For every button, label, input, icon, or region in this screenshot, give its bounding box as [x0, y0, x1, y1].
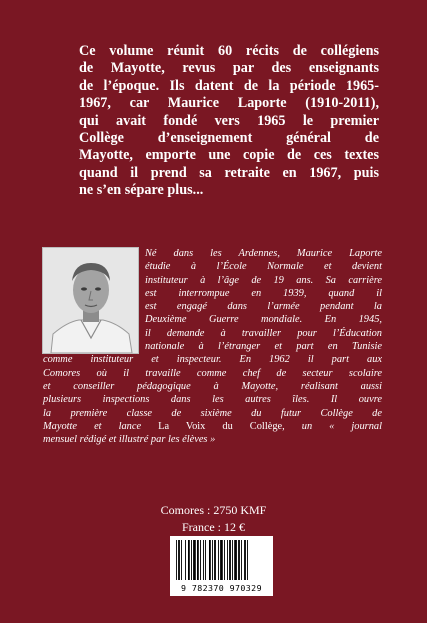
barcode-icon — [170, 536, 273, 584]
bio-line: est interrompue en 1939, quand il — [145, 287, 382, 299]
summary-line: Ce volume réunit 60 récits de collégiens — [79, 43, 379, 59]
bio-line: et conseiller pédagogique à Mayotte, réalisant aussi — [43, 380, 382, 392]
summary-line: ne s’en sépare plus... — [79, 182, 204, 199]
bio-line-end: , un « journal — [282, 420, 383, 432]
price-france: France : 12 € — [182, 520, 245, 534]
bio-line: nationale à l’étranger et part en Tunisie — [145, 341, 382, 353]
bio-line — [43, 420, 382, 433]
bio-line: est engagé dans l’armée pendant la — [145, 301, 382, 313]
author-biography — [43, 247, 383, 446]
bio-line: Deuxième Guerre mondiale. En 1945, — [145, 314, 382, 326]
isbn-barcode — [170, 536, 273, 596]
book-summary — [79, 43, 379, 200]
price-comores: Comores : 2750 KMF — [160, 503, 267, 517]
summary-line: 1967, car Maurice Laporte (1910-2011), — [79, 95, 379, 112]
bio-line-start: Mayotte et lance — [43, 420, 159, 432]
journal-title: La Voix du Collège — [158, 420, 283, 432]
bio-line: Né dans les Ardennes, Maurice Laporte — [145, 248, 382, 259]
bio-line: la première classe de sixième du futur Collège de — [43, 407, 382, 419]
summary-line: de Mayotte, revus par des enseignants — [79, 60, 379, 77]
summary-line: qui avait fondé vers 1965 le premier — [79, 112, 379, 129]
summary-line: Mayotte, emporte une copie de ces textes — [79, 147, 379, 164]
summary-line: quand il prend sa retraite en 1967, puis — [79, 164, 379, 181]
bio-line: plusieurs inspections dans les autres îles. Il ouvre — [43, 394, 382, 406]
summary-line: de l’époque. Ils datent de la période 1965- — [79, 77, 379, 94]
bio-line: Comores où il travaille comme chef de secteur scolaire — [43, 367, 382, 379]
bio-line: il demande à travailler pour l’Éducation — [145, 327, 382, 339]
price-block — [0, 502, 427, 536]
bio-line: étudie à l’École Normale et devient — [145, 261, 382, 273]
bio-line: comme instituteur et inspecteur. En 1962 il part aux — [43, 354, 382, 366]
summary-line: Collège d’enseignement général de — [79, 130, 379, 147]
bio-line: mensuel rédigé et illustré par les élèves » — [43, 434, 216, 446]
bio-line: instituteur à l’âge de 19 ans. Sa carrière — [145, 274, 382, 286]
isbn-number: 9 782370 970329 — [181, 583, 262, 593]
